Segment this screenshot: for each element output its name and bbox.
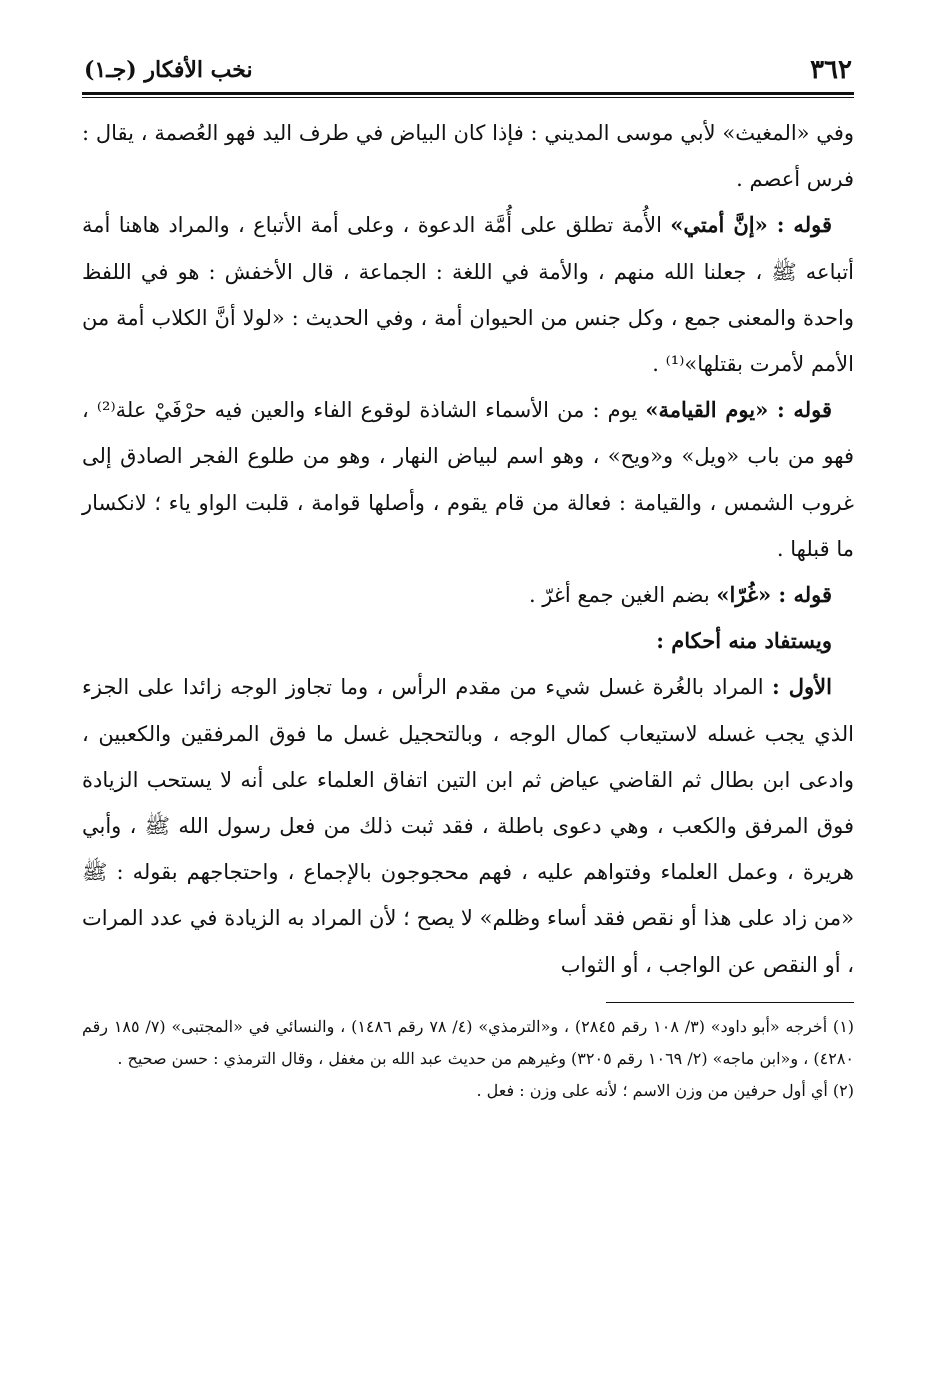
footnote-separator bbox=[606, 1002, 854, 1003]
paragraph-text: يوم : من الأسماء الشاذة لوقوع الفاء والعين فيه حرْفَيْ علة⁽²⁾ ، فهو من باب «ويل» و«ويح» ، وهو اسم لبياض النهار ، وهو من طلوع الفجر الصادق إلى غروب الشمس ، والقيامة : فعالة من قام يقوم ، وأصلها قوامة ، قلبت الواو ياء ؛ لانكسار ما قبلها . bbox=[82, 398, 854, 561]
paragraph bbox=[82, 572, 854, 618]
main-text bbox=[82, 110, 854, 988]
paragraph bbox=[82, 202, 854, 387]
paragraph-text: المراد بالغُرة غسل شيء من مقدم الرأس ، وما تجاوز الوجه زائدا على الجزء الذي يجب غسله لاستيعاب كمال الوجه ، وبالتحجيل غسل ما فوق المرفقين والكعبين ، وادعى ابن بطال ثم القاضي عياض ثم ابن التين اتفاق العلماء على أنه لا يستحب الزيادة فوق المرفق والكعب ، وهي دعوى باطلة ، فقد ثبت ذلك من فعل رسول الله ﷺ ، وأبي هريرة ، وعمل العلماء وفتواهم عليه ، فهم محجوجون بالإجماع ، واحتجاجهم بقوله : ﷺ «من زاد على هذا أو نقص فقد أساء وظلم» لا يصح ؛ لأن المراد به الزيادة في عدد المرات ، أو النقص عن الواجب ، أو الثواب bbox=[82, 675, 854, 977]
paragraph-lead: قوله : «غُرّا» bbox=[716, 582, 832, 608]
section-heading bbox=[82, 618, 854, 664]
book-title: نخب الأفكار (جـ١) bbox=[84, 57, 253, 83]
footnote: (١) أخرجه «أبو داود» (٣/ ١٠٨ رقم ٢٨٤٥) ، و«الترمذي» (٤/ ٧٨ رقم ١٤٨٦) ، والنسائي في «المجتبى» (٧/ ١٨٥ رقم ٤٢٨٠) ، و«ابن ماجه» (٢/ ١٠٦٩ رقم ٣٢٠٥) وغيرهم من حديث عبد الله بن مغفل ، وقال الترمذي : حسن صحيح . bbox=[82, 1016, 855, 1068]
running-header bbox=[82, 52, 854, 88]
header-rule-thin bbox=[82, 97, 854, 98]
page-number: ٣٦٢ bbox=[810, 55, 852, 85]
paragraph-text: وفي «المغيث» لأبي موسى المديني : فإذا كان البياض في طرف اليد فهو العُصمة ، يقال : فرس أعصم . bbox=[82, 121, 854, 192]
section-heading-text: ويستفاد منه أحكام : bbox=[656, 628, 832, 654]
paragraph-text: بضم الغين جمع أغرّ . bbox=[528, 583, 717, 608]
paragraph-text: الأُمة تطلق على أُمَّة الدعوة ، وعلى أمة الأتباع ، والمراد هاهنا أمة أتباعه ﷺ ، جعلنا الله منهم ، والأمة في اللغة : الجماعة ، قال الأخفش : هو في اللفظ واحدة والمعنى جمع ، وكل جنس من الحيوان أمة ، وفي الحديث : «لولا أنَّ الكلاب أمة من الأمم لأمرت بقتلها»⁽¹⁾ . bbox=[82, 213, 855, 377]
paragraph-lead: قوله : «إنَّ أمتي» bbox=[670, 212, 832, 238]
paragraph-lead: قوله : «يوم القيامة» bbox=[645, 397, 832, 423]
paragraph bbox=[82, 664, 854, 987]
header-rule-thick bbox=[82, 92, 854, 95]
footnotes bbox=[82, 1011, 854, 1107]
footnote: (٢) أي أول حرفين من وزن الاسم ؛ لأنه على وزن : فعل . bbox=[476, 1080, 854, 1100]
paragraph bbox=[82, 110, 854, 202]
paragraph-lead: الأول : bbox=[772, 674, 832, 700]
paragraph bbox=[82, 387, 854, 572]
book-page bbox=[82, 52, 854, 1107]
